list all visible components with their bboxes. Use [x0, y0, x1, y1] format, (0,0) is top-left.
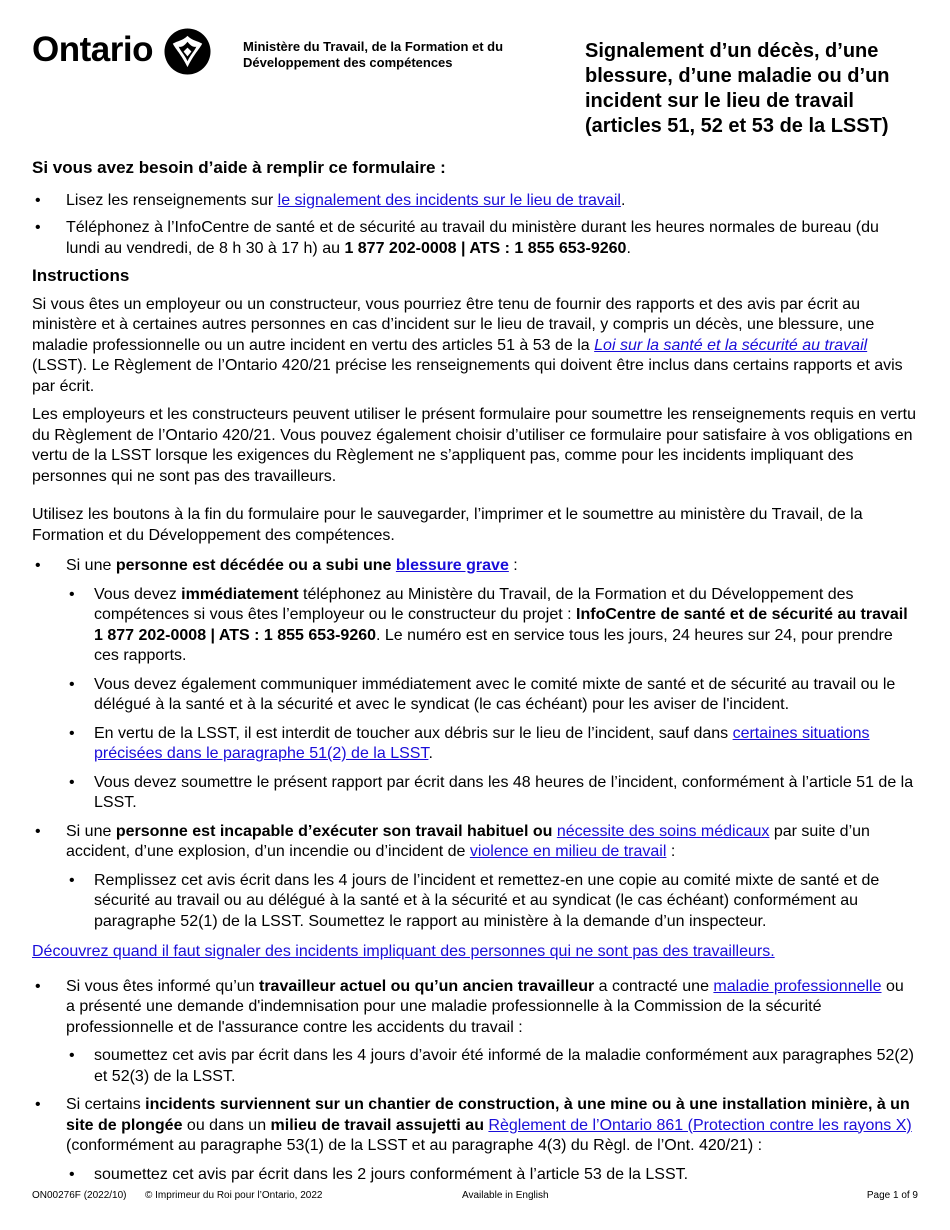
help-list	[32, 191, 917, 260]
help-item-phone: • Téléphonez à l’InfoCentre de santé et de sécurité au travail du ministère durant les heures normales de bureau (du lundi au vendredi, de 8 h 30 à 17 h) au 1 877 202-0008 | ATS : 1 855 653-9260.	[32, 218, 917, 259]
death-sub-1: • Vous devez immédiatement téléphonez au Ministère du Travail, de la Formation et du Développement des compétences si vous êtes l’employeur ou le constructeur du projet : InfoCentre de santé et de sécurité au travail 1 877 202-0008 | ATS : 1 855 653-9260. Le numéro est en service tous les jours, 24 heures sur 24, pour prendre ces rapports.	[66, 585, 917, 667]
instructions-paragraph-1: Si vous êtes un employeur ou un constructeur, vous pourriez être tenu de fournir des rapports et des avis par écrit au ministère et à certaines autres personnes en cas d’incident sur le lieu de travail, y compris un décès, une blessure, une maladie professionnelle ou un autre incident en vertu des articles 51 à 53 de la Loi sur la santé et la sécurité au travail (LSST). Le Règlement de l’Ontario 420/21 précise les renseignements qui doivent être inclus dans certains rapports et avis par écrit.	[32, 295, 903, 395]
available-in-english: Available in English	[462, 1190, 549, 1201]
incident-reporting-link[interactable]: le signalement des incidents sur le lieu de travail	[277, 191, 621, 209]
ontario-logo-text: Ontario	[32, 30, 153, 69]
page-number: Page 1 of 9	[866, 1190, 918, 1201]
incapable-sublist	[66, 871, 917, 933]
ministry-name: Ministère du Travail, de la Formation et du Développement des compétences	[243, 39, 504, 70]
form-content	[32, 158, 917, 1193]
death-injury-item: • Si une personne est décédée ou a subi une blessure grave : • Vous devez immédiatement téléphonez au Ministère du Travail, de la Formation et du Développement des compétences si vous êtes l’employeur ou le constructeur du projet : InfoCentre de santé et de sécurité au travail 1 877 202-0008 | ATS : 1 855 653-9260. Le numéro est en service tous les jours, 24 heures sur 24, pour prendre ces rapports. • Vous devez également communiquer immédiatement avec le comité mixte de santé et de sécurité au travail ou le délégué à la santé et à la sécurité et avec le syndicat (le cas échéant) pour les aviser de l'incident. • En vertu de la LSST, il est interdit de toucher aux débris sur le lieu de l’incident, sauf dans certaines situations précisées dans le paragraphe 51(2) de la LSST. • Vous devez soumettre le présent rapport par écrit dans les 48 heures de l’incident, conformément à l’article 51 de la LSST.	[32, 556, 917, 814]
illness-sub-1: • soumettez cet avis par écrit dans les 4 jours d’avoir été informé de la maladie conformément aux paragraphes 52(2) et 52(3) de la LSST.	[66, 1046, 917, 1087]
ohsa-link[interactable]: Loi sur la santé et la sécurité au travail	[594, 336, 868, 354]
section-51-2-link[interactable]: certaines situations précisées dans le paragraphe 51(2) de la LSST	[94, 724, 870, 762]
xray-regulation-link[interactable]: Règlement de l’Ontario 861 (Protection contre les rayons X)	[488, 1116, 912, 1134]
form-number: ON00276F (2022/10)	[32, 1190, 127, 1201]
construction-sublist	[66, 1165, 917, 1186]
non-workers-link-line	[32, 942, 917, 963]
non-workers-link[interactable]: Découvrez quand il faut signaler des incidents impliquant des personnes qui ne sont pas des travailleurs.	[32, 943, 775, 960]
help-item-info: • Lisez les renseignements sur le signalement des incidents sur le lieu de travail.	[32, 191, 917, 212]
construction-item: • Si certains incidents surviennent sur un chantier de construction, à une mine ou à une installation minière, à un site de plongée ou dans un milieu de travail assujetti au Règlement de l’Ontario 861 (Protection contre les rayons X) (conformément au paragraphe 53(1) de la LSST et au paragraphe 4(3) du Règl. de l’Ont. 420/21) : • soumettez cet avis par écrit dans les 2 jours conformément à l’article 53 de la LSST.	[32, 1095, 917, 1185]
form-title: Signalement d’un décès, d’une blessure, d’une maladie ou d’un incident sur le lieu de travail (articles 51, 52 et 53 de la LSST)	[585, 40, 890, 137]
medical-attention-link[interactable]: nécessite des soins médicaux	[556, 822, 770, 840]
reporting-list	[32, 556, 917, 932]
occupational-illness-link[interactable]: maladie professionnelle	[713, 977, 882, 995]
critical-injury-link[interactable]: blessure grave	[395, 557, 509, 574]
death-injury-sublist	[66, 585, 917, 814]
death-sub-2: • Vous devez également communiquer immédiatement avec le comité mixte de santé et de sécurité au travail ou le délégué à la santé et à la sécurité et avec le syndicat (le cas échéant) pour les aviser de l'incident.	[66, 675, 917, 716]
death-sub-4: • Vous devez soumettre le présent rapport par écrit dans les 48 heures de l’incident, conformément à l’article 51 de la LSST.	[66, 773, 917, 814]
illness-sublist	[66, 1046, 917, 1087]
construction-sub-1: • soumettez cet avis par écrit dans les 2 jours conformément à l’article 53 de la LSST.	[66, 1165, 917, 1186]
help-heading: Si vous avez besoin d’aide à remplir ce formulaire :	[32, 158, 446, 177]
copyright: © Imprimeur du Roi pour l’Ontario, 2022	[145, 1190, 323, 1201]
instructions-heading: Instructions	[32, 266, 130, 285]
incapable-sub-1: • Remplissez cet avis écrit dans les 4 jours de l’incident et remettez-en une copie au comité mixte de santé et de sécurité au travail ou au délégué à la santé et à la sécurité et au syndicat (le cas échéant) conformément au paragraphe 52(1) de la LSST. Soumettez le rapport au ministère à la demande d’un inspecteur.	[66, 871, 917, 933]
phone-numbers: 1 877 202-0008 | ATS : 1 855 653-9260	[344, 239, 627, 257]
reporting-list-2	[32, 977, 917, 1186]
trillium-logo-icon	[164, 28, 211, 75]
workplace-violence-link[interactable]: violence en milieu de travail	[469, 843, 667, 860]
illness-item: • Si vous êtes informé qu’un travailleur actuel ou qu’un ancien travailleur a contracté une maladie professionnelle ou a présenté une demande d'indemnisation pour une maladie professionnelle à la Commission de la sécurité professionnelle et de l'assurance contre les accidents du travail : • soumettez cet avis par écrit dans les 4 jours d’avoir été informé de la maladie conformément aux paragraphes 52(2) et 52(3) de la LSST.	[32, 977, 917, 1088]
death-sub-3: • En vertu de la LSST, il est interdit de toucher aux débris sur le lieu de l’incident, sauf dans certaines situations précisées dans le paragraphe 51(2) de la LSST.	[66, 724, 917, 765]
instructions-paragraph-2: Les employeurs et les constructeurs peuvent utiliser le présent formulaire pour soumettre les renseignements requis en vertu du Règlement de l’Ontario 420/21. Vous pouvez également choisir d’utiliser ce formulaire pour satisfaire à vos obligations en vertu de la LSST lorsque les exigences du Règlement ne s’appliquent pas, comme pour les incidents impliquant des personnes qui ne sont pas des travailleurs.	[32, 406, 916, 485]
incapable-item: • Si une personne est incapable d’exécuter son travail habituel ou nécessite des soins médicaux par suite d’un accident, d’une explosion, d’un incendie ou d’incident de violence en milieu de travail : • Remplissez cet avis écrit dans les 4 jours de l’incident et remettez-en une copie au comité mixte de santé et de sécurité au travail ou au délégué à la santé et à la sécurité et au syndicat (le cas échéant) conformément au paragraphe 52(1) de la LSST. Soumettez le rapport au ministère à la demande d’un inspecteur.	[32, 822, 917, 933]
instructions-paragraph-3: Utilisez les boutons à la fin du formulaire pour le sauvegarder, l’imprimer et le soumettre au ministère du Travail, de la Formation et du Développement des compétences.	[32, 506, 863, 544]
